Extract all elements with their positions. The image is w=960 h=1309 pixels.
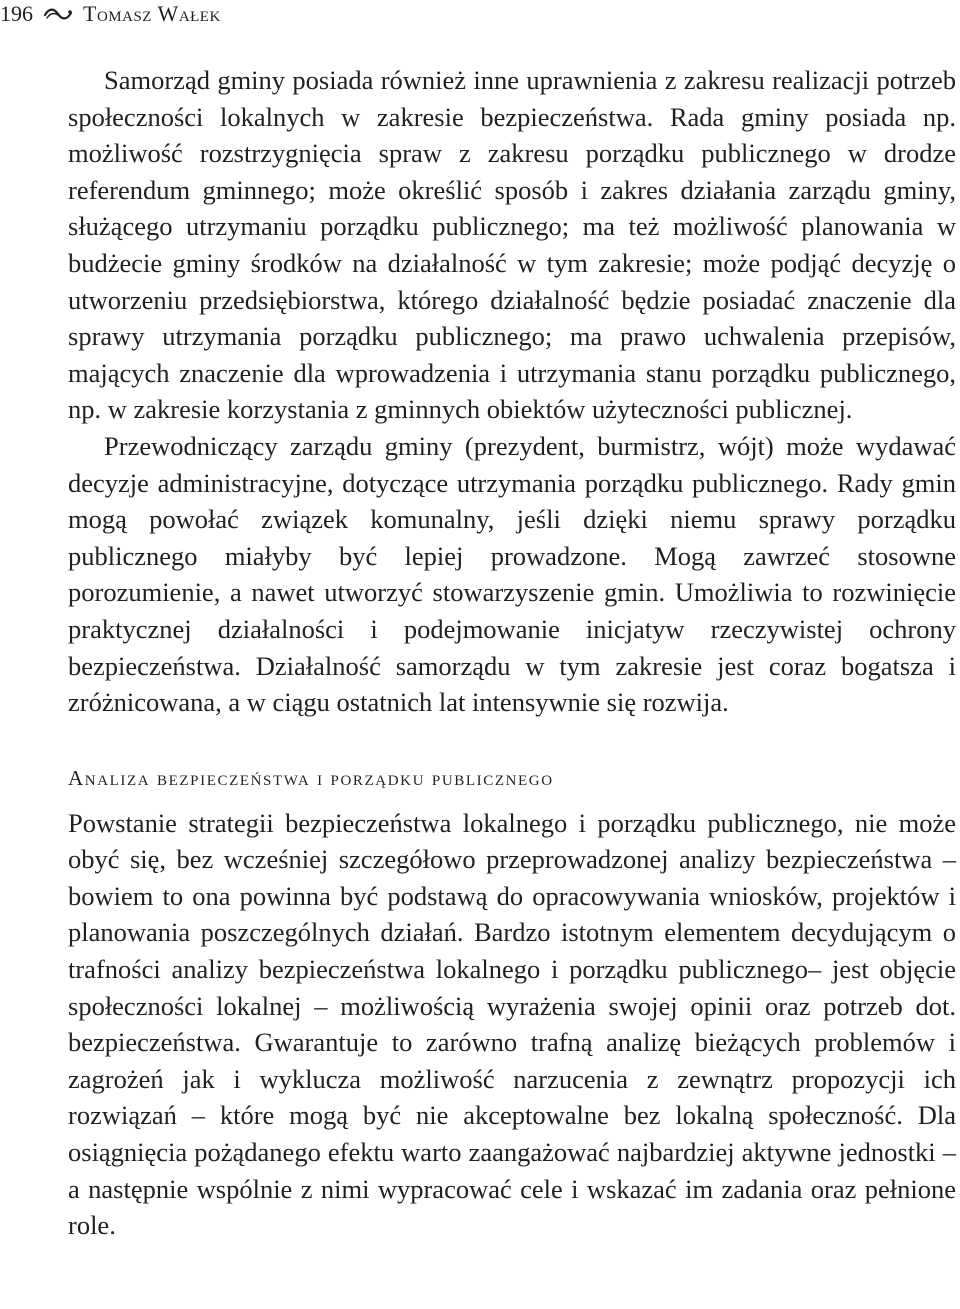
body-paragraph-2: Przewodniczący zarządu gminy (prezydent, burmistrz, wójt) może wydawać decyzje administracyjne, dotyczące utrzymania porządku publicznego. Rady gmin mogą powołać związek komunalny, jeśli dzięki niemu sprawy porządku publicznego miałyby być lepiej prowadzone. Mogą zawrzeć stosowne porozumienie, a nawet utworzyć stowarzyszenie gmin. Umożliwia to rozwinięcie praktycznej działalności i podejmowanie inicjatyw rzeczywistej ochrony bezpieczeństwa. Działalność samorządu w tym zakresie jest coraz bogatsza i zróżnicowana, a w ciągu ostatnich lat intensywnie się rozwija. xyxy=(68,430,956,718)
section-heading: Analiza bezpieczeństwa i porządku publicznego xyxy=(68,765,554,790)
section-paragraph: Powstanie strategii bezpieczeństwa lokalnego i porządku publicznego, nie może obyć się, bez wcześniej szczegółowo przeprowadzonej analizy bezpieczeństwa – bowiem to ona powinna być podstawą do opracowywania wniosków, projektów i planowania poszczególnych działań. Bardzo istotnym elementem decydującym o trafności analizy bezpieczeństwa lokalnego i porządku publicznego– jest objęcie społeczności lokalnej – możliwością wyrażenia swojej opinii oraz potrzeb dot. bezpieczeństwa. Gwarantuje to zarówno trafną analizę bieżących problemów i zagrożeń jak i wyklucza możliwość narzucenia z zewnątrz propozycji ich rozwiązań – które mogą być nie akceptowalne bez lokalną społeczność. Dla osiągnięcia pożądanego efektu warto zaangażować najbardziej aktywne jednostki – a następnie wspólnie z nimi wypracować cele i wskazać im zadania oraz pełnione role. xyxy=(68,807,956,1241)
running-head-author: Tomasz Wałek xyxy=(83,1,221,26)
body-paragraph-1: Samorząd gminy posiada również inne uprawnienia z zakresu realizacji potrzeb społeczności lokalnych w zakresie bezpieczeństwa. Rada gminy posiada np. możliwość rozstrzygnięcia spraw z zakresu porządku publicznego w drodze referendum gminnego; może określić sposób i zakres działania zarządu gminy, służącego utrzymaniu porządku publicznego; ma też możliwość planowania w budżecie gminy środków na działalność w tym zakresie; może podjąć decyzję o utworzeniu przedsiębiorstwa, którego działalność będzie posiadać znaczenie dla sprawy utrzymania porządku publicznego; ma prawo uchwalenia przepisów, mających znaczenie dla wprowadzenia i utrzymania stanu porządku publicznego, np. w zakresie korzystania z gminnych obiektów użyteczności publicznej. xyxy=(68,65,956,425)
page-number: 196 xyxy=(0,1,33,26)
fleuron-icon xyxy=(43,6,73,22)
page-body xyxy=(68,62,956,1244)
running-head xyxy=(0,0,221,28)
